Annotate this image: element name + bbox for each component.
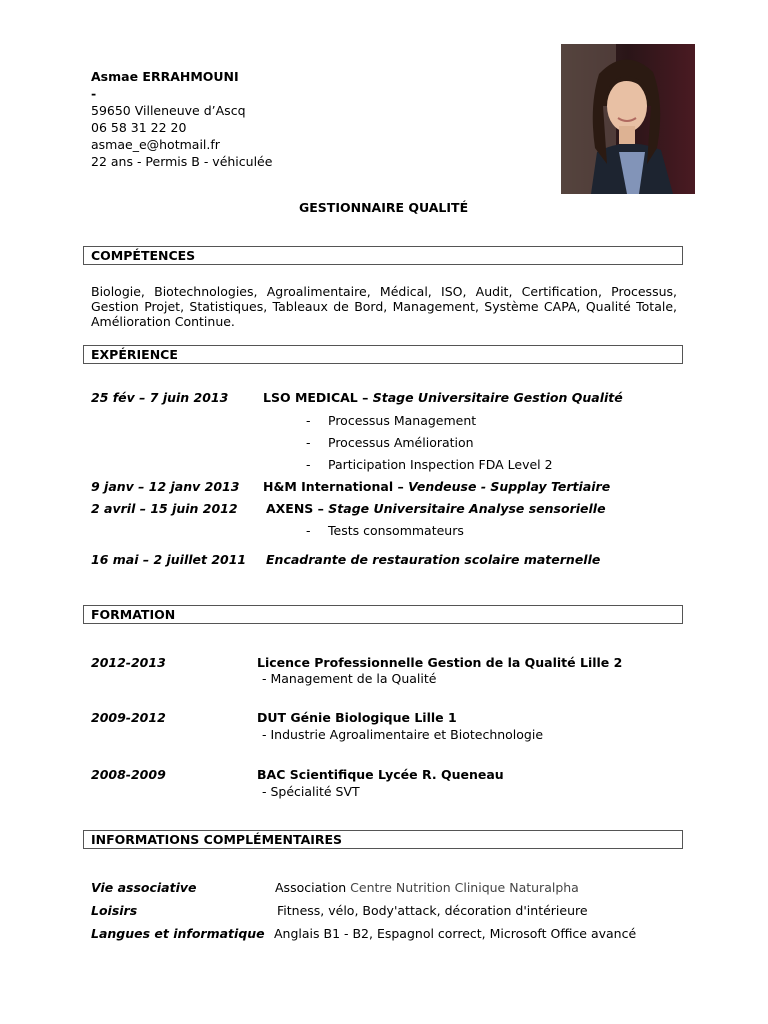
experience-sep: – <box>393 479 409 494</box>
formation-years: 2009-2012 <box>91 710 166 725</box>
experience-date: 2 avril – 15 juin 2012 <box>91 501 238 516</box>
info-label: Langues et informatique <box>91 926 265 941</box>
experience-role: Stage Universitaire Gestion Qualité <box>372 390 623 405</box>
section-experience: EXPÉRIENCE <box>83 345 683 364</box>
section-formation: FORMATION <box>83 605 683 624</box>
bullet-dash: - <box>306 413 311 428</box>
info-value <box>275 879 579 896</box>
formation-detail: - Management de la Qualité <box>262 671 437 686</box>
formation-detail: - Spécialité SVT <box>262 784 360 799</box>
experience-date: 9 janv – 12 janv 2013 <box>91 479 240 494</box>
formation-title: Licence Professionnelle Gestion de la Qualité Lille 2 <box>257 655 623 670</box>
header-dash: - <box>91 86 97 101</box>
experience-role: Stage Universitaire Analyse sensorielle <box>328 501 606 516</box>
section-competences: COMPÉTENCES <box>83 246 683 265</box>
formation-detail: - Industrie Agroalimentaire et Biotechnologie <box>262 727 544 742</box>
phone: 06 58 31 22 20 <box>91 120 187 135</box>
info-value: Anglais B1 - B2, Espagnol correct, Microsoft Office avancé <box>274 926 637 941</box>
experience-title <box>263 478 610 495</box>
skills-text: Biologie, Biotechnologies, Agroalimentaire, Médical, ISO, Audit, Certification, Processus, Gestion Projet, Statistiques, Tableaux de Bord, Management, Système CAPA, Qualité Totale, Amélioration Continue. <box>91 284 677 329</box>
personal-info: 22 ans - Permis B - véhiculée <box>91 154 273 169</box>
experience-title <box>266 500 606 517</box>
experience-date: 16 mai – 2 juillet 2011 <box>91 552 247 567</box>
experience-title <box>263 389 623 406</box>
info-label: Loisirs <box>91 903 138 918</box>
experience-role: Vendeuse - Supplay Tertiaire <box>408 479 611 494</box>
experience-company: H&M International <box>263 479 394 494</box>
experience-sep: – <box>313 501 329 516</box>
experience-role: Encadrante de restauration scolaire maternelle <box>266 552 601 567</box>
formation-years: 2008-2009 <box>91 767 166 782</box>
formation-years: 2012-2013 <box>91 655 166 670</box>
address: 59650 Villeneuve d’Ascq <box>91 103 246 118</box>
info-label: Vie associative <box>91 880 197 895</box>
candidate-name: Asmae ERRAHMOUNI <box>91 69 239 84</box>
info-value: Fitness, vélo, Body'attack, décoration d'intérieure <box>277 903 588 918</box>
portrait-illustration <box>561 44 695 194</box>
experience-company: LSO MEDICAL <box>263 390 358 405</box>
experience-bullet: Processus Amélioration <box>328 435 474 450</box>
profile-photo <box>561 44 695 194</box>
formation-title: BAC Scientifique Lycée R. Queneau <box>257 767 504 782</box>
bullet-dash: - <box>306 457 311 472</box>
formation-title: DUT Génie Biologique Lille 1 <box>257 710 457 725</box>
experience-sep: – <box>357 390 373 405</box>
bullet-dash: - <box>306 523 311 538</box>
experience-bullet: Participation Inspection FDA Level 2 <box>328 457 553 472</box>
job-title: GESTIONNAIRE QUALITÉ <box>299 200 469 215</box>
info-value-prefix: Association <box>275 880 351 895</box>
experience-company: AXENS <box>266 501 314 516</box>
experience-bullet: Processus Management <box>328 413 477 428</box>
section-informations: INFORMATIONS COMPLÉMENTAIRES <box>83 830 683 849</box>
experience-date: 25 fév – 7 juin 2013 <box>91 390 229 405</box>
experience-bullet: Tests consommateurs <box>328 523 464 538</box>
bullet-dash: - <box>306 435 311 450</box>
email: asmae_e@hotmail.fr <box>91 137 220 152</box>
info-value-rest: Centre Nutrition Clinique Naturalpha <box>350 880 579 895</box>
